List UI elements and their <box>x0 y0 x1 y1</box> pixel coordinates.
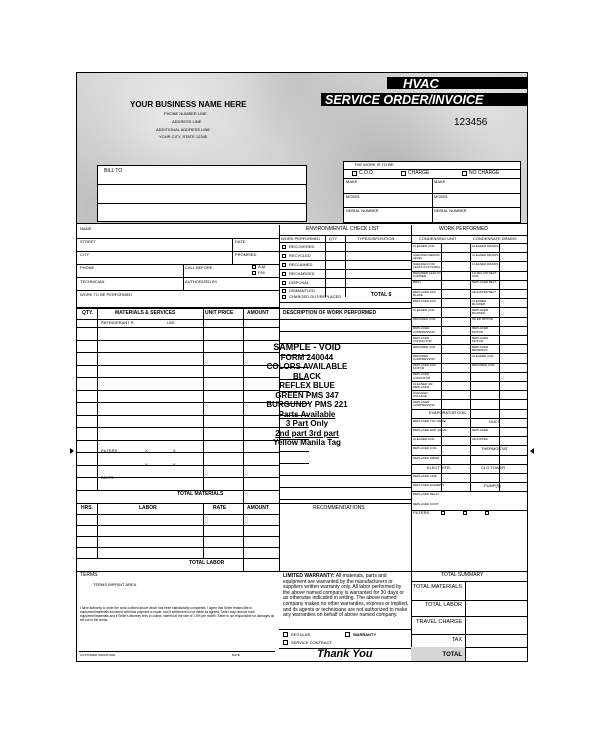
make-label: MAKE <box>346 179 358 184</box>
service-contract-checkbox[interactable] <box>283 640 288 645</box>
divider <box>344 193 520 194</box>
warranty-text <box>283 574 409 619</box>
signature-line[interactable] <box>79 651 275 652</box>
summary-label-total-labor: TOTAL LABOR <box>424 602 462 608</box>
serial-label-2: SERIAL NUMBER <box>434 208 467 213</box>
drains-item-label: REPLACED BELT <box>472 280 497 285</box>
filters-x-1: X <box>145 448 148 453</box>
drains-item-label: OILED MOTOR <box>472 317 493 322</box>
terms-section <box>77 571 279 662</box>
bill-to-line <box>98 203 306 204</box>
title-hvac: HVAC <box>403 76 439 91</box>
charged-out-label: CHARGED OUT/REPLACED <box>289 294 342 299</box>
divider <box>203 503 204 558</box>
recharged-checkbox[interactable] <box>282 272 286 276</box>
divider <box>77 490 279 491</box>
work-performed-section <box>411 225 528 571</box>
drains-item-label: FLUSH, DR.SECT COIL <box>472 271 497 279</box>
dismantled-checkbox[interactable] <box>282 289 286 293</box>
am-label: A.M. <box>258 264 267 269</box>
environmental-checklist <box>279 225 411 308</box>
work-performed-section-label: DUCT <box>489 418 501 424</box>
divider <box>77 503 411 504</box>
drains-item-label: CLEANED DRAINS <box>472 243 499 248</box>
am-checkbox[interactable] <box>252 265 256 269</box>
recovered-label: RECOVERED <box>289 244 315 249</box>
name-label: NAME <box>80 226 92 231</box>
authorization-text: I have authority to order the work outlined above which has been satisfactorily completed. I agree that Seller retains title to equipment/materials furnished until final payment is made, and if settlement is not made as agreed, Seller may remove such equipment/materials and if Seller's attorney fees to collect, interest at the rate of 1.5% per month. Seller is not responsible for damages as set out in the terms. <box>80 606 275 622</box>
additional-address-line: ADDITIONAL ADDRESS LINE <box>156 127 211 132</box>
recommendations-title: RECOMMENDATIONS <box>313 505 365 511</box>
filters-checkbox[interactable] <box>485 511 489 515</box>
cod-checkbox[interactable] <box>352 171 357 176</box>
regular-checkbox[interactable] <box>283 632 288 637</box>
no-charge-checkbox[interactable] <box>462 171 467 176</box>
condensing-item-label: REPLACED FAN <box>413 298 436 303</box>
divider <box>432 178 433 223</box>
materials-col-unit-price: UNIT PRICE <box>205 310 234 316</box>
work-type-box <box>343 161 521 223</box>
recycled-label: RECYCLED <box>289 253 311 258</box>
invoice-number: 123456 <box>454 117 488 128</box>
condensing-item-label: CLEANED OR REPLACED <box>413 381 433 389</box>
labor-col-amount: AMOUNT <box>247 505 269 511</box>
divider <box>279 269 411 270</box>
labor-col-labor: LABOR <box>139 505 157 511</box>
lbs-label: LBS <box>167 320 175 325</box>
evaporator-item-label: REPLACED TXV VALVE <box>413 418 446 423</box>
materials-col-materials: MATERIALS & SERVICES <box>115 310 176 316</box>
regular-label: REGULAR <box>291 632 311 637</box>
description-line <box>279 475 411 476</box>
divider <box>77 547 279 548</box>
description-line <box>279 331 411 332</box>
description-line <box>279 319 411 320</box>
sample-line: BURGUNDY PMS 221 <box>266 400 348 409</box>
sample-line: SAMPLE - VOID <box>273 342 341 352</box>
reclaimed-label: RECLAIMED <box>289 262 313 267</box>
materials-row-line <box>77 340 279 341</box>
sample-line: BLACK <box>293 371 321 381</box>
signature-date-label: DATE <box>232 653 240 657</box>
bill-to-line <box>98 184 306 185</box>
make-label-2: MAKE <box>434 179 446 184</box>
authorized-by-label: AUTHORIZED BY <box>185 279 218 284</box>
sample-line: 3 Part Only <box>285 419 329 428</box>
warranty-section <box>279 571 411 662</box>
header-area <box>77 73 528 224</box>
condensing-item-label: REPAIRED COMPRESSOR <box>413 353 435 362</box>
serial-label: SERIAL NUMBER <box>346 208 379 213</box>
filters-x-4: X <box>173 462 176 467</box>
disposal-checkbox[interactable] <box>282 281 286 285</box>
work-type-title: THE WORK IS TO BE: <box>354 162 395 167</box>
warranty-title: LIMITED WARRANTY: <box>283 573 335 579</box>
pumps-label: PUMP(S) <box>484 483 501 489</box>
evaporator-item-label: REPLACED COIL <box>413 446 438 451</box>
summary-label-total: TOTAL <box>411 647 465 662</box>
pm-label: P.M. <box>258 270 266 275</box>
divider <box>203 308 204 490</box>
divider <box>77 277 279 278</box>
warranty-checkbox[interactable] <box>345 632 350 637</box>
labor-table <box>77 503 279 571</box>
terms-imprint: TERMS IMPRINT AREA <box>93 582 137 587</box>
divider <box>97 503 98 558</box>
bill-to-label: BILL TO <box>104 168 123 174</box>
summary-label-travel-charge: TRAVEL CHARGE <box>416 619 462 625</box>
work-performed-section-label: ELECT. HTR. <box>427 464 452 470</box>
city-label: CITY <box>80 252 90 257</box>
sample-line: 2nd part 3rd part <box>275 428 339 438</box>
description-line <box>279 451 309 452</box>
sample-line: Parts Available <box>278 409 336 419</box>
description-line <box>279 487 411 488</box>
elect-item-label: REPLACED ELEMENT <box>413 483 445 488</box>
filters-x-2: X <box>173 448 176 453</box>
recycled-checkbox[interactable] <box>282 254 286 258</box>
env-col-work: WORK PERFORMED <box>281 236 321 241</box>
divider <box>279 278 411 279</box>
total-labor-label: TOTAL LABOR <box>189 560 225 566</box>
charge-label: CHARGE <box>408 170 430 176</box>
divider <box>411 510 528 511</box>
business-name: YOUR BUSINESS NAME HERE <box>130 100 247 109</box>
condensing-item-label: REPLACED CONTACTOR <box>413 335 432 343</box>
summary-title: TOTAL SUMMARY <box>441 572 484 578</box>
condensing-item-label: REPLACED FAN MOTOR <box>413 363 436 371</box>
total-materials-label: TOTAL MATERIALS <box>177 491 224 497</box>
model-label-2: MODEL <box>434 194 449 199</box>
drains-item-label: REPLACED MOTOR <box>472 335 489 343</box>
materials-row-line <box>77 462 279 467</box>
work-performed-section-label: THERMOSTAT <box>481 446 508 452</box>
filters-checkbox[interactable] <box>441 511 445 515</box>
technician-label: TECHNICIAN <box>80 279 105 284</box>
description-line <box>279 463 309 464</box>
labor-col-hrs: HRS. <box>81 505 93 511</box>
condensing-unit-header: CONDENSING UNIT <box>419 236 457 241</box>
filters-checkbox[interactable] <box>463 511 467 515</box>
drains-item-label: REPLACED BLOWER <box>472 307 489 316</box>
drains-item-label: REPLACED MOTOR <box>472 326 489 334</box>
belts-label: BELTS <box>101 475 114 480</box>
customer-info <box>77 225 279 310</box>
divider <box>77 308 411 309</box>
condensing-item-label: BRGY <box>413 280 422 285</box>
env-checklist-title: ENVIRONMENTAL CHECK LIST <box>306 226 380 232</box>
evaporator-item-label: REPLACED DRIER <box>413 455 440 460</box>
condensing-item-label: REPLACED COMPRESSOR <box>413 399 435 408</box>
reclaimed-checkbox[interactable] <box>282 263 286 267</box>
divider <box>77 525 279 526</box>
divider <box>77 290 279 291</box>
condensing-item-label: CHECKED REFRIG. LEVEL <box>413 252 441 260</box>
condensing-item-label: CHECKED VOLTAGE <box>413 390 428 398</box>
condensing-item-label: REPAIRED COIL <box>413 317 436 322</box>
bill-to-box[interactable] <box>97 165 307 222</box>
work-performed-section-label: CLG TOWER <box>481 464 506 470</box>
terms-title: TERMS <box>80 572 98 578</box>
sample-line: FORM 240044 <box>280 352 334 362</box>
divider <box>279 629 411 630</box>
drains-item-label: CLEANED BLOWER <box>472 298 487 306</box>
invoice-form <box>76 72 528 662</box>
env-total-label: TOTAL $ <box>371 292 392 298</box>
address-line: ADDRESS LINE <box>172 119 202 124</box>
description-title: DESCRIPTION OF WORK PERFORMED <box>283 310 377 316</box>
drains-item-label: CLEANED COIL <box>472 353 495 358</box>
work-performed-title: WORK PERFORMED <box>439 226 488 232</box>
disposal-label: DISPOSAL <box>289 280 310 285</box>
materials-col-amount: AMOUNT <box>247 310 269 316</box>
summary-label-tax: TAX <box>451 637 462 643</box>
duct-item-label: ADJUSTED <box>472 437 488 442</box>
sample-line: REFLEX BLUE <box>279 381 335 390</box>
sample-line: Yellow Manila Tag <box>273 438 341 447</box>
divider <box>77 558 279 559</box>
env-col-type: TYPE/DISPOSITION <box>357 236 395 241</box>
condensing-item-label: REPAIRED COIL <box>413 344 436 349</box>
charge-checkbox[interactable] <box>401 171 406 176</box>
charged-out-checkbox[interactable] <box>282 295 286 299</box>
phone-label: PHONE <box>80 265 95 270</box>
divider <box>77 238 279 239</box>
street-label: STREET <box>80 239 96 244</box>
materials-col-qty: QTY. <box>82 310 94 316</box>
summary-label-total-materials: TOTAL MATERIALS <box>412 584 462 590</box>
customer-signature-label: CUSTOMER SIGNATURE <box>80 653 116 657</box>
work-performed-section-label: EVAPORATOR COIL <box>429 409 467 415</box>
env-col-qty: QTY. <box>329 236 338 241</box>
promised-label: PROMISED <box>235 252 257 257</box>
elect-item-label: REPLACED CONT. <box>413 501 440 506</box>
drains-item-label: CLEANED DRAINS <box>472 252 499 257</box>
divider <box>279 302 411 303</box>
summary-section <box>411 571 528 662</box>
sample-line: GREEN PMS 347 <box>275 390 339 400</box>
cod-label: C.O.D. <box>359 170 375 176</box>
divider <box>279 242 411 243</box>
sample-void-notice <box>239 343 375 448</box>
thank-you: Thank You <box>317 648 373 660</box>
divider <box>279 260 411 261</box>
condensing-item-label: REPAIRED LEAK IN CORNER <box>413 271 441 279</box>
materials-row-line <box>77 327 279 328</box>
condensing-item-label: REPLACED FAN BLADE <box>413 289 436 297</box>
condensing-item-label: REPLACED COMPRESSOR <box>413 326 435 334</box>
drains-item-label: REPAIRED COIL <box>472 363 495 368</box>
elect-item-label: REPLACED RELAY <box>413 492 440 497</box>
divider <box>465 581 466 662</box>
condensate-drains-header: CONDENSATE DRAINS <box>473 236 517 241</box>
drains-item-label: ADJUSTED BELT <box>472 289 496 294</box>
dismantled-label: DISMANTLED <box>289 288 315 293</box>
condensing-item-label: REPLACED CAPACITOR <box>413 372 431 380</box>
drains-item-label: REPLACED BEARINGS <box>472 344 489 352</box>
filters-label: FILTERS <box>413 509 430 515</box>
condensing-item-label: CLEANED COIL <box>413 243 436 248</box>
divider <box>97 308 98 490</box>
fold-mark-right <box>530 448 534 454</box>
pm-checkbox[interactable] <box>252 271 256 275</box>
divider <box>279 251 411 252</box>
description-line <box>279 499 411 500</box>
refrigerant-label: REFRIGERANT R <box>101 320 134 325</box>
divider <box>77 514 279 515</box>
divider <box>77 264 279 265</box>
recovered-checkbox[interactable] <box>282 245 286 249</box>
condensing-item-label: CHECKED FOR LEAKS IN SYSTEM <box>413 261 440 270</box>
condensing-item-label: CLEANED COIL <box>413 307 436 312</box>
recharged-label: RECHARGED <box>289 271 315 276</box>
duct-item-label: REPLACED <box>472 428 489 432</box>
labor-col-rate: RATE <box>213 505 227 511</box>
warranty-body: All materials, parts and equipment are warranted by the manufacturers or suppliers written warranty only. All labor performed by the above named company is warranted for 30 days or as otherwise indicated in writing. The above named company makes no other warranties, express or implied, and its agents or technicians are not authorized to make any warranties on behalf of above named company. <box>283 573 409 619</box>
fold-mark-left <box>70 448 74 454</box>
service-contract-label: SERVICE CONTRACT <box>291 640 332 645</box>
filters-x-3: X <box>145 462 148 467</box>
warranty-label: WARRANTY <box>353 632 377 637</box>
evaporator-item-label: REPLACED EXP. VALVE <box>413 428 447 432</box>
evaporator-item-label: CLEANED COIL <box>413 437 436 442</box>
model-label: MODEL <box>346 194 361 199</box>
city-state-line: YOUR CITY, STATE 12345 <box>159 134 208 139</box>
date-label: DATE <box>235 239 246 244</box>
drains-item-label: CLEANED DRAINS <box>472 261 499 266</box>
no-charge-label: NO CHARGE <box>469 170 500 176</box>
call-before-label: CALL BEFORE <box>185 265 213 270</box>
filters-label: FILTERS <box>101 448 118 453</box>
title-service-order: SERVICE ORDER/INVOICE <box>325 93 484 107</box>
phone-line: PHONE NUMBER LINE <box>164 111 207 116</box>
elect-item-label: REPLACED LINE <box>413 474 437 478</box>
work-to-be-performed-label: WORK TO BE PERFORMED <box>80 292 133 297</box>
sample-line: COLORS AVAILABLE <box>266 362 348 371</box>
divider <box>77 536 279 537</box>
